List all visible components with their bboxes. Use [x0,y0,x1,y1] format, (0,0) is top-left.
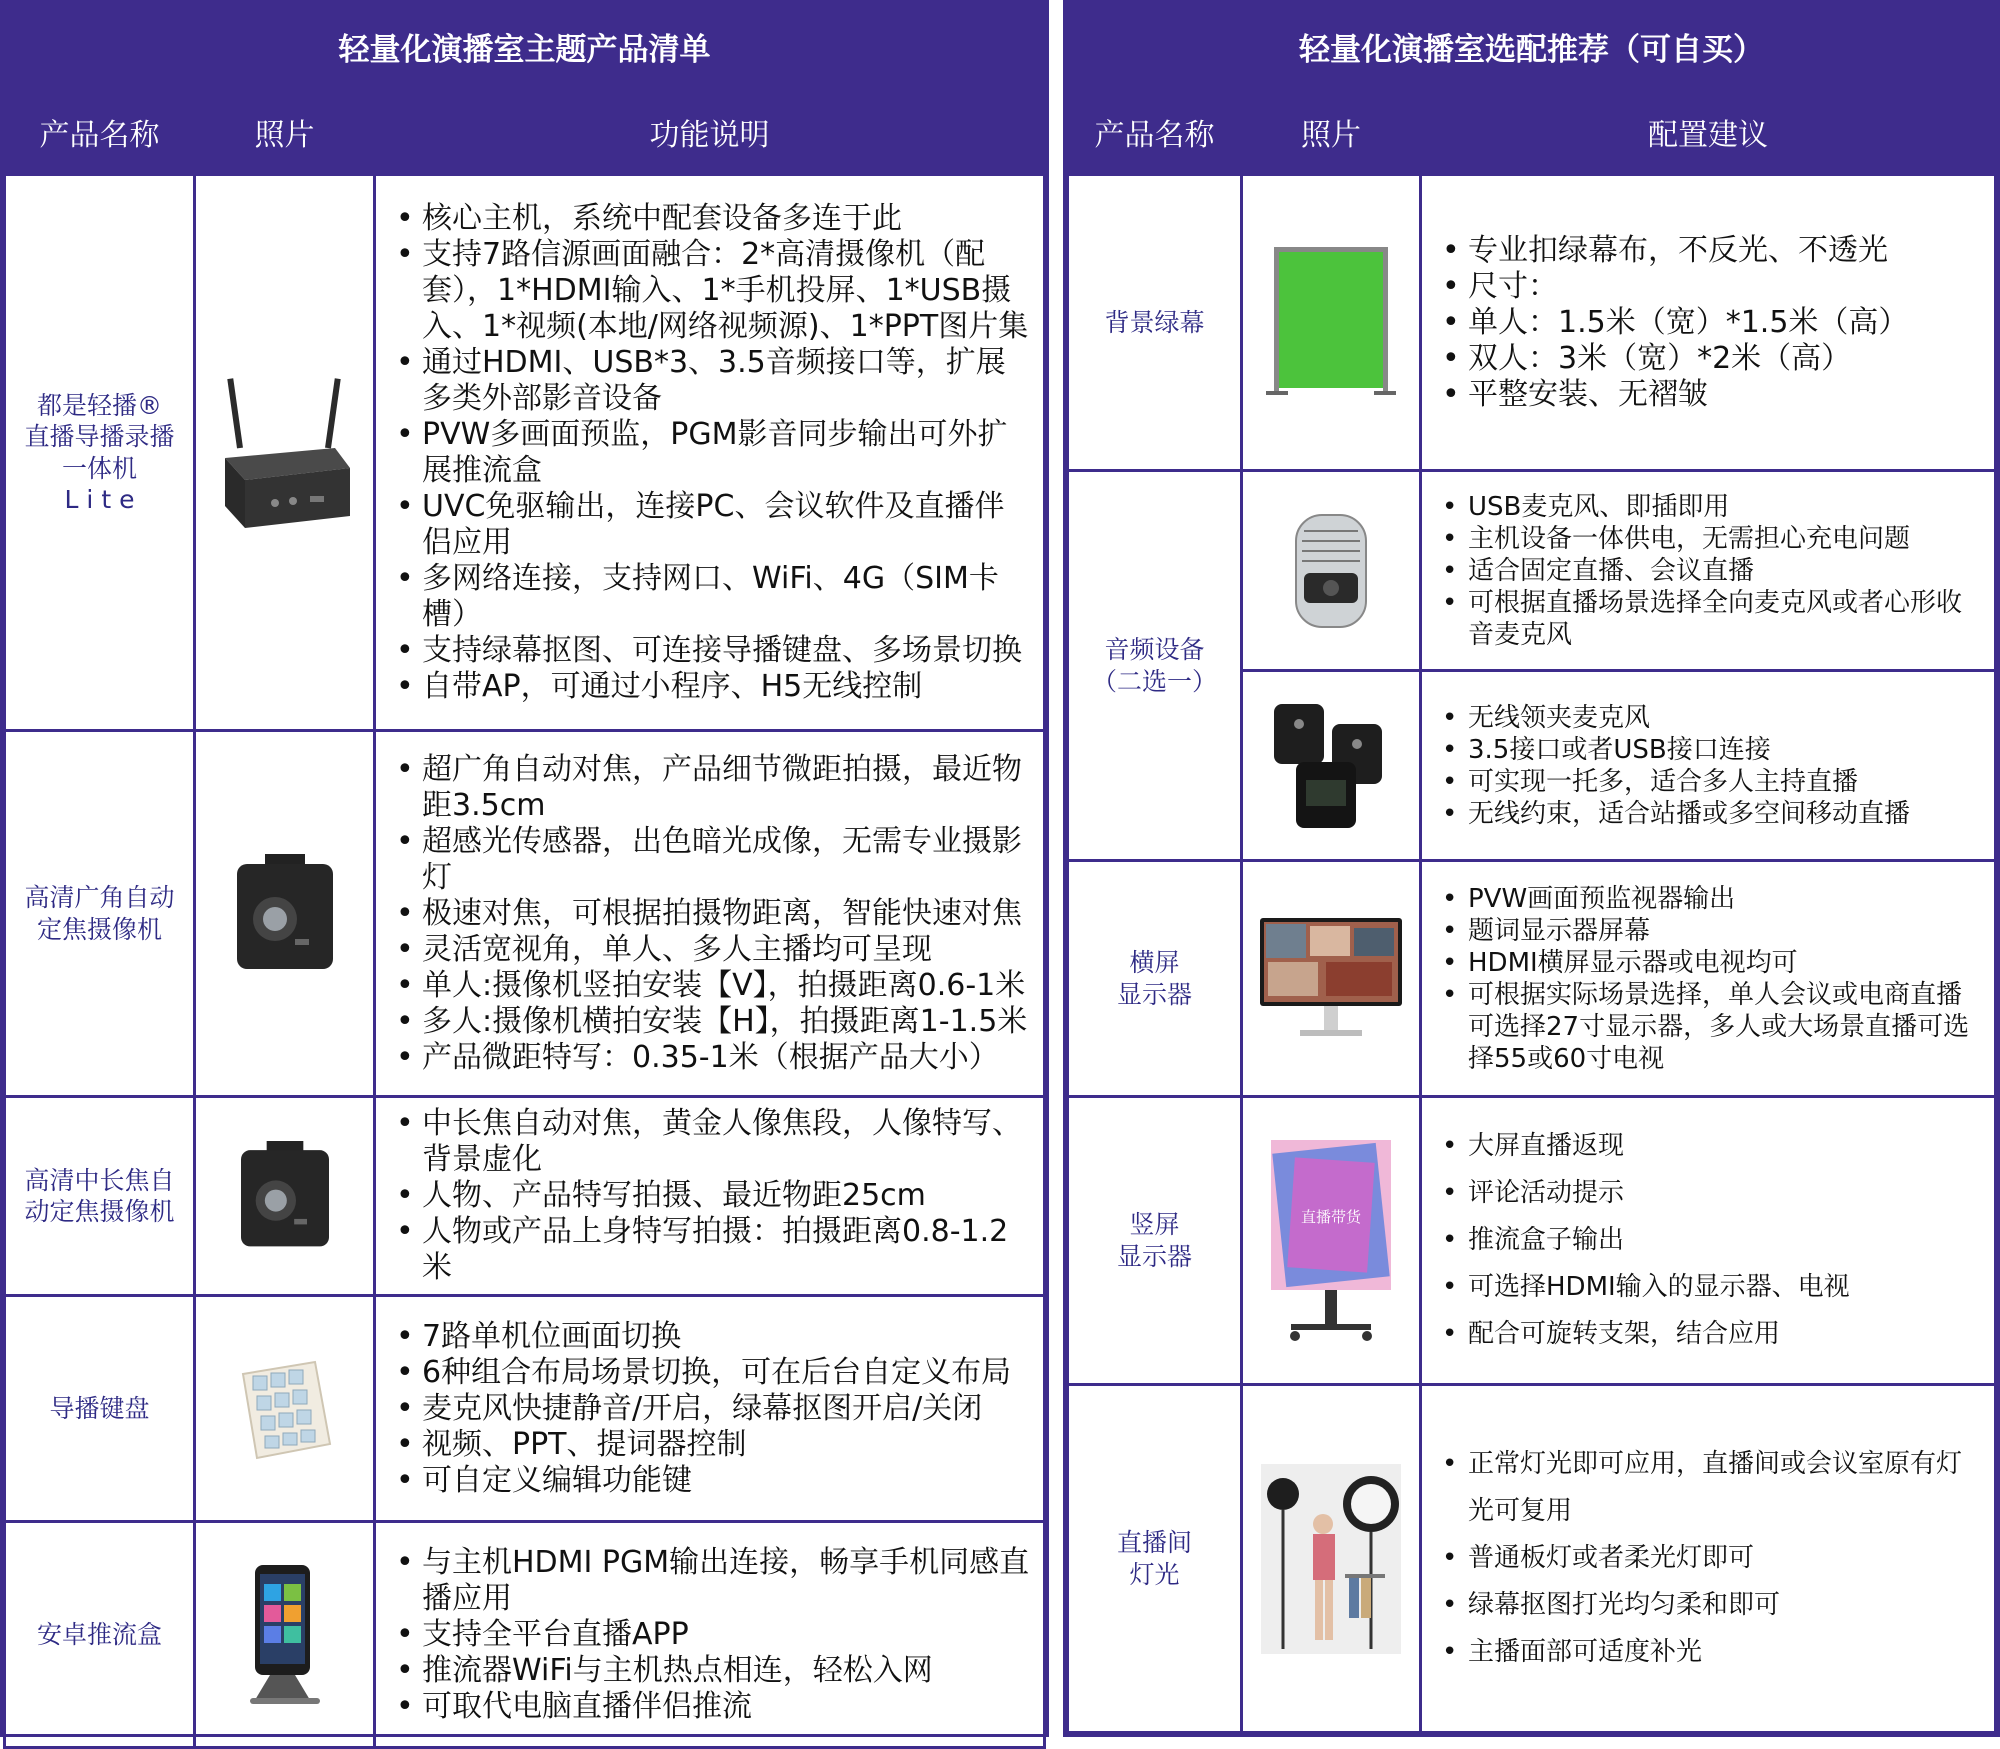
photo-cell [1242,1097,1421,1385]
description-cell [375,175,1045,731]
product-name-line: 安卓推流盒 [36,1619,162,1649]
left-header-desc: 功能说明 [375,89,1045,175]
feature-item: • HDMI横屏显示器或电视均可 [1434,947,1984,979]
description-cell [375,1097,1045,1296]
feature-item: • 通过HDMI、USB*3、3.5音频接口等，扩展多类外部影音设备 [388,345,1033,417]
feature-item: • 推流器WiFi与主机热点相连，轻松入网 [388,1653,1033,1689]
product-name-line: 都是轻播® [36,391,162,420]
feature-item: • PVW画面预监视器输出 [1434,883,1984,915]
table-row [5,1296,1045,1522]
streaming-host-device-icon [215,368,355,538]
feature-item: • 麦克风快捷静音/开启，绿幕抠图开启/关闭 [388,1391,1033,1427]
description-cell [375,1296,1045,1522]
feature-item: • 与主机HDMI PGM输出连接，畅享手机同感直播应用 [388,1545,1033,1617]
feature-item: • 正常灯光即可应用，直播间或会议室原有灯光可复用 [1434,1441,1984,1535]
table-row [5,175,1045,731]
feature-item: • 单人:摄像机竖拍安装【V】，拍摄距离0.6-1米 [388,968,1033,1004]
description-cell [1421,471,1996,671]
feature-item: • 单人：1.5米（宽）*1.5米（高） [1434,305,1984,341]
keypad-icon [235,1354,335,1464]
product-name-line: 一体机 [61,453,137,483]
description-cell [375,731,1045,1097]
photo-cell [195,731,375,1097]
description-cell [1421,671,1996,861]
feature-item: • 主播面部可适度补光 [1434,1629,1984,1676]
feature-item: • 人物或产品上身特写拍摄：拍摄距离0.8-1.2米 [388,1214,1033,1286]
photo-cell [195,175,375,731]
product-name-line: 显示器 [1116,1241,1192,1271]
feature-item: • 可取代电脑直播伴侣推流 [388,1689,1033,1725]
product-name-line: 导播键盘 [49,1393,150,1423]
studio-lighting-icon [1261,1464,1401,1654]
product-name-cell [1068,1385,1242,1733]
feature-item: • 专业扣绿幕布，不反光、不透光 [1434,233,1984,269]
feature-item: • 支持7路信源画面融合：2*高清摄像机（配套），1*HDMI输入、1*手机投屏、1*USB摄入、1*视频(本地/网络视频源)、1*PPT图片集 [388,237,1033,345]
table-row [1068,1097,1996,1385]
feature-item: • 6种组合布局场景切换，可在后台自定义布局 [388,1355,1033,1391]
feature-item: • 极速对焦，可根据拍摄物距离，智能快速对焦 [388,896,1033,932]
feature-item: • 自带AP，可通过小程序、H5无线控制 [388,669,1033,705]
feature-item: • 产品微距特写：0.35-1米（根据产品大小） [388,1040,1033,1076]
feature-item: • 多网络连接，支持网口、WiFi、4G（SIM卡槽） [388,561,1033,633]
right-header-name: 产品名称 [1068,89,1242,175]
table-row [5,1097,1045,1296]
product-name-line: 竖屏 [1129,1210,1180,1240]
description-cell [1421,1385,1996,1733]
product-name-cell [5,731,195,1097]
right-header-desc: 配置建议 [1421,89,1996,175]
product-name-cell [5,1097,195,1296]
product-name-line: 高清广角自动 [24,883,175,913]
feature-item: • 尺寸： [1434,269,1984,305]
right-table-title: 轻量化演播室选配推荐（可自买） [1068,5,1996,89]
product-name-cell [1068,861,1242,1097]
feature-item: • USB麦克风、即插即用 [1434,491,1984,523]
product-name-line: L i t e [64,484,135,514]
feature-item: • 评论活动提示 [1434,1170,1984,1217]
table-row [1068,1385,1996,1733]
photo-cell [1242,671,1421,861]
feature-item: • UVC免驱输出，连接PC、会议软件及直播伴侣应用 [388,489,1033,561]
feature-item: • 主机设备一体供电，无需担心充电问题 [1434,523,1984,555]
feature-item: • 推流盒子输出 [1434,1217,1984,1264]
product-name-line: 横屏 [1129,948,1180,978]
photo-cell [1242,861,1421,1097]
screen-caption: 直播带货 [1300,1207,1362,1226]
feature-item: • 适合固定直播、会议直播 [1434,555,1984,587]
product-name-cell [5,1296,195,1522]
product-name-line: 显示器 [1116,979,1192,1009]
camera-icon [225,849,345,979]
left-header-name: 产品名称 [5,89,195,175]
product-name-line: 直播间 [1116,1528,1192,1558]
feature-item: • 支持全平台直播APP [388,1617,1033,1653]
product-name-cell [5,1522,195,1748]
feature-item: • 大屏直播返现 [1434,1123,1984,1170]
description-cell [1421,1097,1996,1385]
feature-item: • 7路单机位画面切换 [388,1319,1033,1355]
feature-item: • 超感光传感器，出色暗光成像，无需专业摄影灯 [388,824,1033,896]
monitor-icon [1256,914,1406,1044]
photo-cell [195,1522,375,1748]
feature-item: • 核心主机，系统中配套设备多连于此 [388,201,1033,237]
feature-item: • 可选择HDMI输入的显示器、电视 [1434,1264,1984,1311]
android-box-icon [240,1560,330,1710]
product-name-line: 高清中长焦自 [24,1165,175,1195]
feature-item: • 灵活宽视角，单人、多人主播均可呈现 [388,932,1033,968]
feature-item: • 可根据直播场景选择全向麦克风或者心形收音麦克风 [1434,587,1984,651]
feature-item: • 题词显示器屏幕 [1434,915,1984,947]
table-row [1068,861,1996,1097]
optional-equipment-table [1063,0,2000,1737]
product-name-cell [1068,471,1242,861]
feature-item: • 3.5接口或者USB接口连接 [1434,734,1984,766]
feature-item: • 超广角自动对焦，产品细节微距拍摄，最近物距3.5cm [388,752,1033,824]
feature-item: • 可实现一托多，适合多人主持直播 [1434,766,1984,798]
feature-item: • 可自定义编辑功能键 [388,1463,1033,1499]
feature-item: • 视频、PPT、提词器控制 [388,1427,1033,1463]
photo-cell [1242,175,1421,471]
table-row [1068,471,1996,671]
right-header-photo: 照片 [1242,89,1421,175]
product-name-line: 音频设备 [1104,635,1205,665]
feature-item: • 配合可旋转支架，结合应用 [1434,1311,1984,1358]
feature-item: • 普通板灯或者柔光灯即可 [1434,1535,1984,1582]
photo-cell [195,1296,375,1522]
usb-microphone-icon [1286,511,1376,631]
feature-item: • 绿幕抠图打光均匀柔和即可 [1434,1582,1984,1629]
product-name-cell [1068,175,1242,471]
photo-cell [1242,471,1421,671]
green-screen-icon [1266,243,1396,403]
photo-cell [195,1097,375,1296]
product-name-line: 背景绿幕 [1104,307,1205,337]
feature-item: • 中长焦自动对焦，黄金人像焦段，人像特写、背景虚化 [388,1106,1033,1178]
feature-item: • 人物、产品特写拍摄、最近物距25cm [388,1178,1033,1214]
feature-item: • 支持绿幕抠图、可连接导播键盘、多场景切换 [388,633,1033,669]
product-name-line: （二选一） [1091,666,1217,696]
feature-item: • 多人:摄像机横拍安装【H】，拍摄距离1-1.5米 [388,1004,1033,1040]
photo-cell [1242,1385,1421,1733]
product-name-line: 动定焦摄像机 [24,1197,175,1226]
feature-item: • PVW多画面预监，PGM影音同步输出可外扩展推流盒 [388,417,1033,489]
feature-item: • 可根据实际场景选择，单人会议或电商直播可选择27寸显示器，多人或大场景直播可选择55或60寸电视 [1434,979,1984,1075]
description-cell [1421,861,1996,1097]
camera-icon [230,1136,340,1256]
feature-item: • 无线领夹麦克风 [1434,702,1984,734]
description-cell [375,1522,1045,1748]
left-table-title: 轻量化演播室主题产品清单 [5,5,1045,89]
feature-item: • 双人：3米（宽）*2米（高） [1434,341,1984,377]
product-name-cell [5,175,195,731]
left-header-photo: 照片 [195,89,375,175]
feature-item: • 无线约束，适合站播或多空间移动直播 [1434,798,1984,830]
feature-item: • 平整安装、无褶皱 [1434,377,1984,413]
wireless-lavalier-icon [1266,696,1396,836]
product-name-line: 定焦摄像机 [36,914,162,944]
product-name-line: 灯光 [1129,1559,1180,1589]
description-cell [1421,175,1996,471]
table-row [1068,175,1996,471]
product-name-line: 直播导播录播 [24,422,175,452]
table-row [5,731,1045,1097]
table-row [5,1522,1045,1748]
vertical-display-icon [1261,1136,1401,1346]
product-name-cell [1068,1097,1242,1385]
